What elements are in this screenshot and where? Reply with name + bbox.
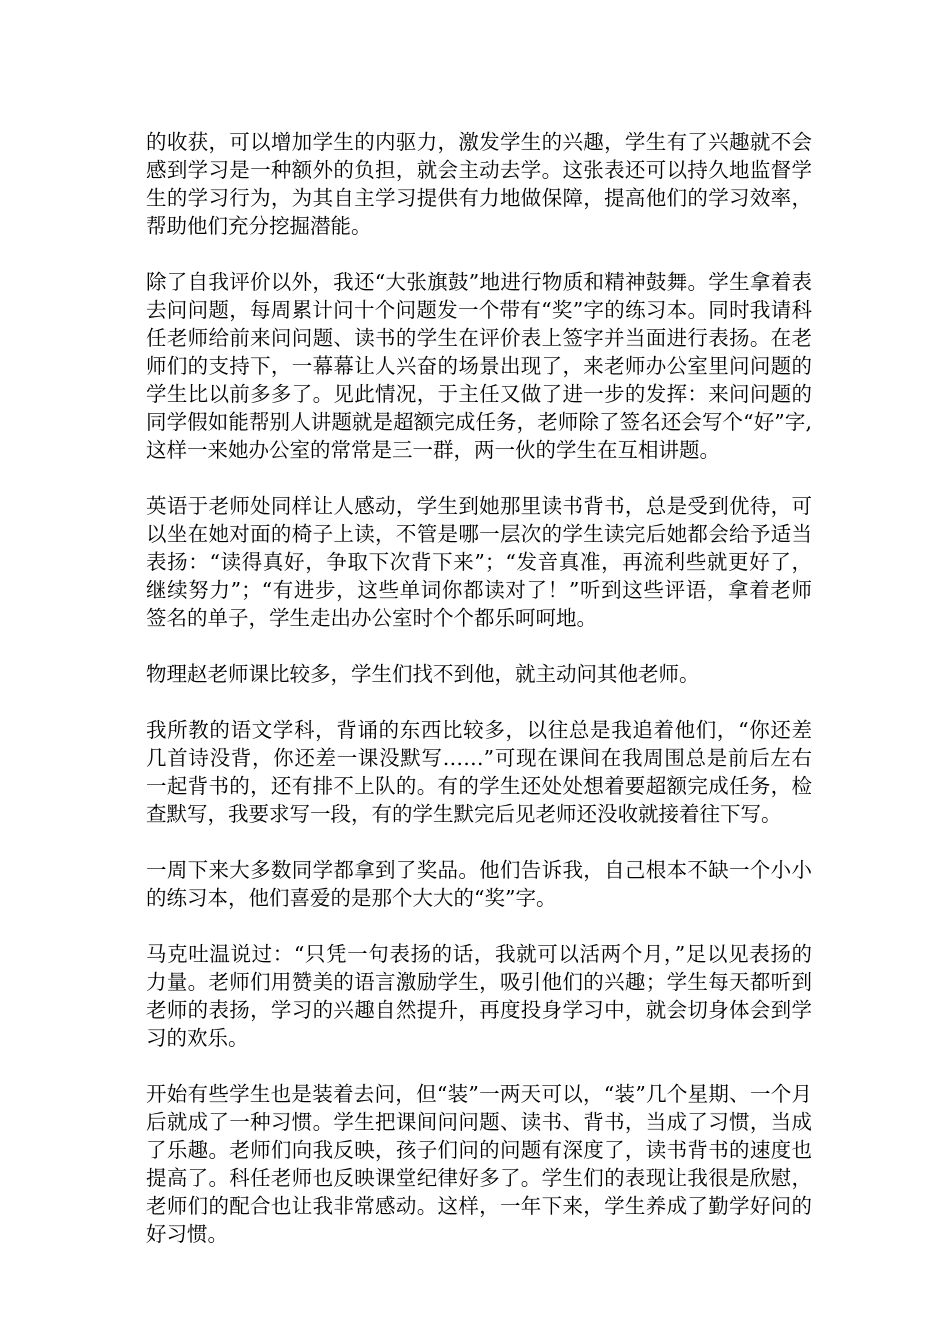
paragraph-5: 我所教的语文学科，背诵的东西比较多，以往总是我追着他们，“你还差几首诗没背，你还差一课没默写……”可现在课间在我周围总是前后左右一起背书的，还有排不上队的。有的学生还处处想着要超额完成任务，检查默写，我要求写一段，有的学生默完后见老师还没收就接着往下写。 bbox=[146, 718, 812, 826]
paragraph-1: 的收获，可以增加学生的内驱力，激发学生的兴趣，学生有了兴趣就不会感到学习是一种额外的负担，就会主动去学。这张表还可以持久地监督学生的学习行为，为其自主学习提供有力地做保障，提高他们的学习效率，帮助他们充分挖掘潜能。 bbox=[146, 130, 812, 238]
paragraph-3: 英语于老师处同样让人感动，学生到她那里读书背书，总是受到优待，可以坐在她对面的椅子上读，不管是哪一层次的学生读完后她都会给予适当表扬：“读得真好，争取下次背下来”；“发音真准，再流利些就更好了，继续努力”；“有进步，这些单词你都读对了！”听到这些评语，拿着老师签名的单子，学生走出办公室时个个都乐呵呵地。 bbox=[146, 494, 812, 630]
paragraph-7: 马克吐温说过：“只凭一句表扬的话，我就可以活两个月，”足以见表扬的力量。老师们用赞美的语言激励学生，吸引他们的兴趣；学生每天都听到老师的表扬，学习的兴趣自然提升，再度投身学习中，就会切身体会到学习的欢乐。 bbox=[146, 942, 812, 1050]
paragraph-2: 除了自我评价以外，我还“大张旗鼓”地进行物质和精神鼓舞。学生拿着表去问问题，每周累计问十个问题发一个带有“奖”字的练习本。同时我请科任老师给前来问问题、读书的学生在评价表上签字并当面进行表扬。在老师们的支持下，一幕幕让人兴奋的场景出现了，来老师办公室里问问题的学生比以前多多了。见此情况，于主任又做了进一步的发挥：来问问题的同学假如能帮别人讲题就是超额完成任务，老师除了签名还会写个“好”字,这样一来她办公室的常常是三一群，两一伙的学生在互相讲题。 bbox=[146, 270, 812, 462]
paragraph-4: 物理赵老师课比较多，学生们找不到他，就主动问其他老师。 bbox=[146, 662, 700, 686]
paragraph-8: 开始有些学生也是装着去问，但“装”一两天可以，“装”几个星期、一个月后就成了一种习惯。学生把课间问问题、读书、背书，当成了习惯，当成了乐趣。老师们向我反映，孩子们问的问题有深度了，读书背书的速度也提高了。科任老师也反映课堂纪律好多了。学生们的表现让我很是欣慰，老师们的配合也让我非常感动。这样，一年下来，学生养成了勤学好问的好习惯。 bbox=[146, 1082, 812, 1246]
document-body bbox=[146, 128, 812, 1276]
paragraph-6: 一周下来大多数同学都拿到了奖品。他们告诉我，自己根本不缺一个小小的练习本，他们喜爱的是那个大大的“奖”字。 bbox=[146, 858, 812, 910]
